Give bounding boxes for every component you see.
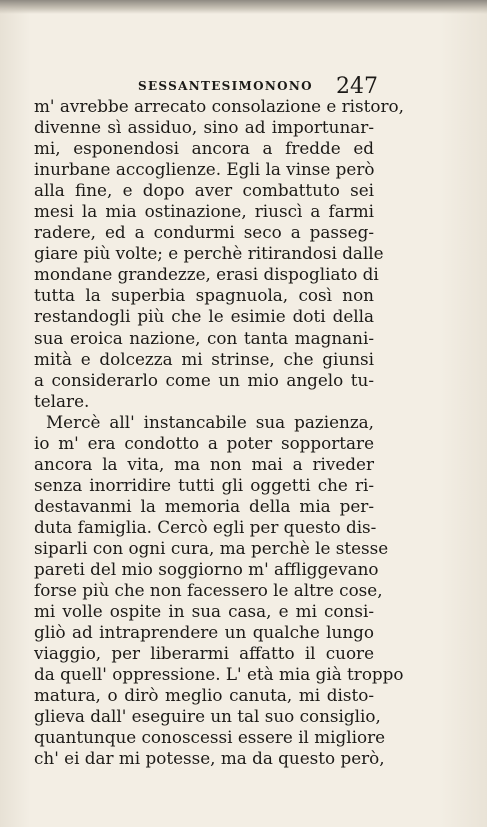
text-line: sua eroica nazione, con tanta magnani-: [34, 327, 374, 348]
text-line: glieva dall' eseguire un tal suo consiglio,: [34, 706, 381, 727]
text-line: quantunque conoscessi essere il migliore: [34, 727, 386, 748]
text-line: io m' era condotto a poter sopportare: [34, 432, 374, 453]
text-line: inurbane accoglienze. Egli la vinse però: [34, 159, 375, 180]
text-line: gliò ad intraprendere un qualche lungo: [34, 622, 374, 643]
text-line: mondane grandezze, erasi dispogliato di: [34, 264, 379, 285]
text-line: Mercè all' instancabile sua pazienza,: [46, 411, 374, 432]
body-text: [34, 96, 404, 770]
text-line: m' avrebbe arrecato consolazione e ristoro,: [34, 96, 404, 116]
text-line: mi, esponendosi ancora a fredde ed: [34, 138, 374, 159]
text-line: divenne sì assiduo, sino ad importunar-: [34, 117, 374, 138]
text-line: ch' ei dar mi potesse, ma da questo però,: [34, 748, 385, 769]
text-line: mi volle ospite in sua casa, e mi consi-: [34, 601, 374, 622]
paragraph: [34, 96, 404, 412]
text-line: pareti del mio soggiorno m' affliggevano: [34, 559, 379, 580]
text-line: senza inorridire tutti gli oggetti che ri-: [34, 474, 374, 495]
text-line: mità e dolcezza mi strinse, che giunsi: [34, 348, 374, 369]
text-line: alla fine, e dopo aver combattuto sei: [34, 180, 374, 201]
paragraph: [34, 411, 404, 770]
text-line: viaggio, per liberarmi affatto il cuore: [34, 643, 374, 664]
text-line: duta famiglia. Cercò egli per questo dis-: [34, 516, 377, 537]
text-line: matura, o dirò meglio canuta, mi disto-: [34, 685, 374, 706]
text-line: da quell' oppressione. L' età mia già troppo: [34, 664, 404, 685]
text-line: a considerarlo come un mio angelo tu-: [34, 369, 374, 390]
page-number: 247: [336, 74, 378, 99]
text-line: siparli con ogni cura, ma perchè le stesse: [34, 537, 389, 558]
running-head: SESSANTESIMONONO: [138, 79, 313, 93]
text-line: radere, ed a condurmi seco a passeg-: [34, 222, 374, 243]
text-line: ancora la vita, ma non mai a riveder: [34, 453, 374, 474]
text-line: forse più che non facessero le altre cose,: [34, 580, 383, 601]
text-line: restandogli più che le esimie doti della: [34, 306, 374, 327]
text-line: giare più volte; e perchè ritirandosi dalle: [34, 243, 384, 264]
text-line: telare.: [34, 390, 90, 411]
text-line: mesi la mia ostinazione, riuscì a farmi: [34, 201, 374, 222]
text-line: tutta la superbia spagnuola, così non: [34, 285, 374, 306]
page-top-edge: [0, 0, 487, 14]
text-line: destavanmi la memoria della mia per-: [34, 495, 374, 516]
